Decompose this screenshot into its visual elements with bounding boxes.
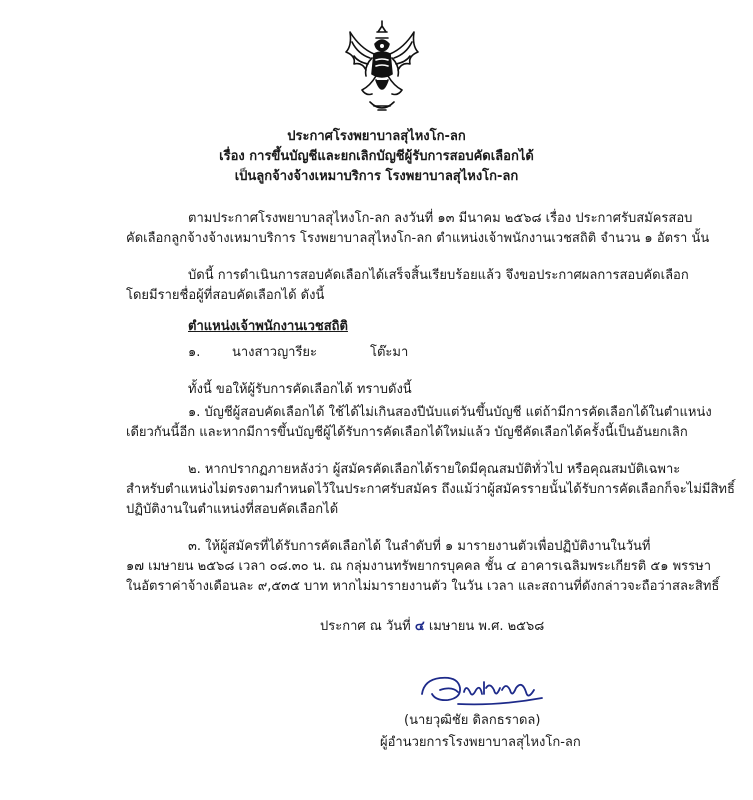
condition-1-line-1: ๑. บัญชีผู้สอบคัดเลือกได้ ใช้ได้ไม่เกินสองปีนับแต่วันขึ้นบัญชี แต่ถ้ามีการคัดเลือกได้ในตำแหน่ง bbox=[188, 405, 712, 420]
condition-2-line-3: ปฏิบัติงานในตำแหน่งที่สอบคัดเลือกได้ bbox=[126, 502, 339, 517]
position-heading: ตำแหน่งเจ้าพนักงานเวชสถิติ bbox=[188, 319, 348, 334]
paragraph-reference-line-1: ตามประกาศโรงพยาบาลสุไหงโก-ลก ลงวันที่ ๑๓ มีนาคม ๒๕๖๘ เรื่อง ประกาศรับสมัครสอบ bbox=[188, 211, 693, 226]
announcement-date bbox=[320, 618, 544, 636]
condition-3-line-3: ในอัตราค่าจ้างเดือนละ ๙,๕๓๕ บาท หากไม่มารายงานตัว ในวัน เวลา และสถานที่ดังกล่าวจะถือว่าสละสิทธิ์ bbox=[126, 579, 720, 594]
date-suffix: เมษายน พ.ศ. ๒๕๖๘ bbox=[428, 619, 545, 634]
candidate-name: นางสาวญารียะ bbox=[232, 345, 318, 360]
signer-name: (นายวุฒิชัย ดิลกธราดล) bbox=[404, 713, 541, 728]
subject-line: เรื่อง การขึ้นบัญชีและยกเลิกบัญชีผู้รับการสอบคัดเลือกได้ bbox=[219, 149, 534, 164]
date-prefix: ประกาศ ณ วันที่ bbox=[320, 619, 411, 634]
condition-3-line-2: ๑๗ เมษายน ๒๕๖๘ เวลา ๐๘.๓๐ น. ณ กลุ่มงานทรัพยากรบุคคล ชั้น ๔ อาคารเฉลิมพระเกียรติ ๕๑ พรรษา bbox=[126, 559, 711, 574]
candidate-number: ๑. bbox=[188, 345, 201, 360]
candidate-surname: โต๊ะมา bbox=[370, 345, 409, 360]
paragraph-reference-line-2: คัดเลือกลูกจ้างจ้างเหมาบริการ โรงพยาบาลสุไหงโก-ลก ตำแหน่งเจ้าพนักงานเวชสถิติ จำนวน ๑ อัตรา นั้น bbox=[126, 231, 710, 246]
paragraph-result-line-2: โดยมีรายชื่อผู้ที่สอบคัดเลือกได้ ดังนี้ bbox=[126, 288, 325, 303]
garuda-emblem-icon bbox=[340, 18, 424, 118]
condition-1-line-2: เดียวกันนี้อีก และหากมีการขึ้นบัญชีผู้ได้รับการคัดเลือกได้ใหม่แล้ว บัญชีคัดเลือกได้ครั้งนี้เป็นอันยกเลิก bbox=[126, 425, 688, 440]
date-day-handwritten: ๔ bbox=[414, 619, 425, 634]
subject-line-2: เป็นลูกจ้างจ้างเหมาบริการ โรงพยาบาลสุไหงโก-ลก bbox=[234, 169, 519, 184]
conditions-intro: ทั้งนี้ ขอให้ผู้รับการคัดเลือกได้ ทราบดังนี้ bbox=[188, 382, 412, 397]
condition-2-line-1: ๒. หากปรากฏภายหลังว่า ผู้สมัครคัดเลือกได้รายใดมีคุณสมบัติทั่วไป หรือคุณสมบัติเฉพาะ bbox=[188, 462, 681, 477]
signer-title: ผู้อำนวยการโรงพยาบาลสุไหงโก-ลก bbox=[380, 735, 581, 750]
condition-2-line-2: สำหรับตำแหน่งไม่ตรงตามกำหนดไว้ในประกาศรับสมัคร ถึงแม้ว่าผู้สมัครรายนั้นได้รับการคัดเลือกก็จะไม่มีสิทธิ์ bbox=[126, 482, 735, 497]
paragraph-result-line-1: บัดนี้ การดำเนินการสอบคัดเลือกได้เสร็จสิ้นเรียบร้อยแล้ว จึงขอประกาศผลการสอบคัดเลือก bbox=[188, 268, 689, 283]
signature-icon bbox=[418, 668, 550, 710]
announcement-title: ประกาศโรงพยาบาลสุไหงโก-ลก bbox=[287, 129, 466, 144]
condition-3-line-1: ๓. ให้ผู้สมัครที่ได้รับการคัดเลือกได้ ในลำดับที่ ๑ มารายงานตัวเพื่อปฏิบัติงานในวันที่ bbox=[188, 539, 651, 554]
